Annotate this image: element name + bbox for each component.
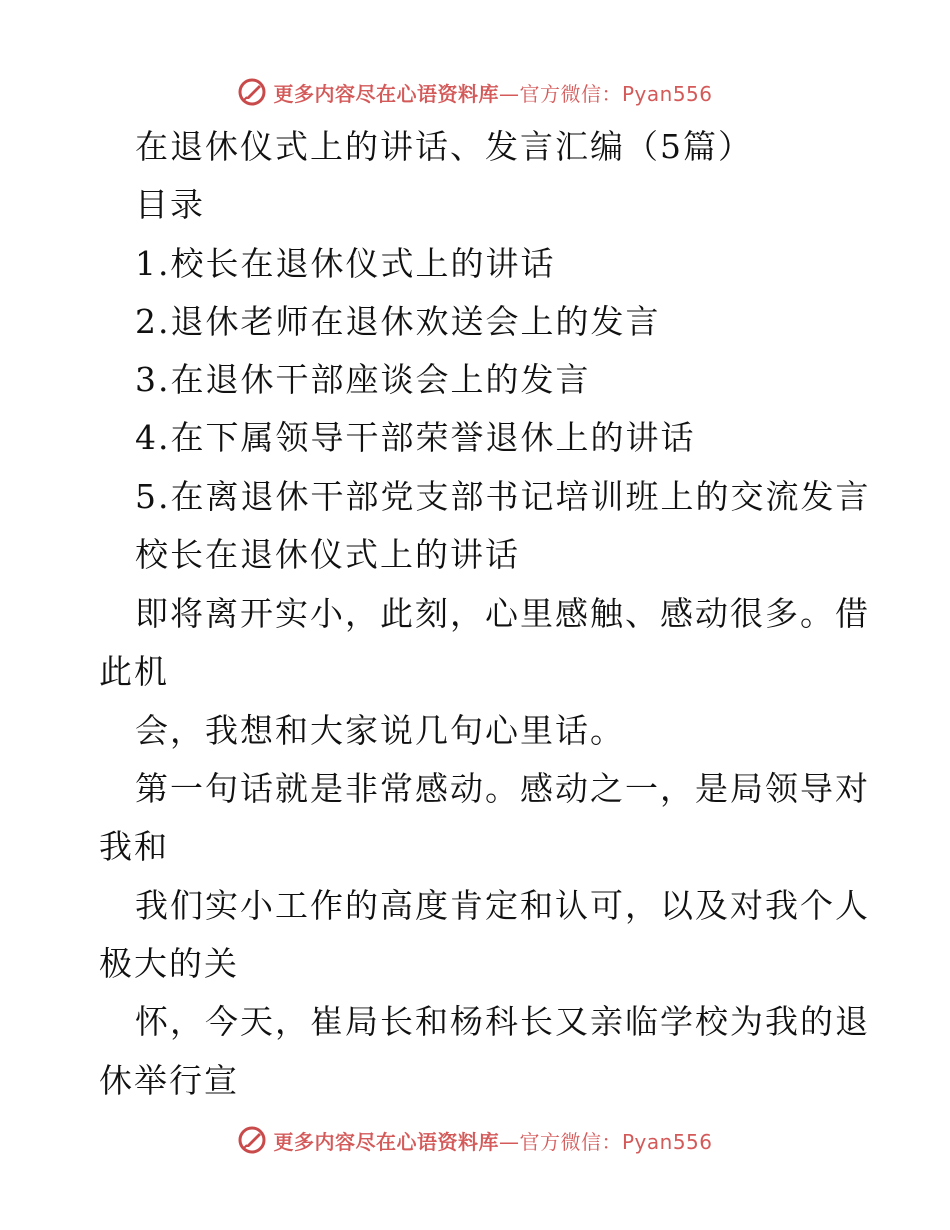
toc-item-1: 1.校长在退休仪式上的讲话 — [135, 244, 556, 283]
banner-text — [273, 1126, 712, 1155]
body-line-1: 即将离开实小，此刻，心里感触、感动很多。借 — [135, 594, 870, 633]
banner-main-text: 更多内容尽在心语资料库 — [273, 81, 499, 106]
body-line-5: 我和 — [99, 827, 169, 866]
body-line-3: 会，我想和大家说几句心里话。 — [135, 711, 625, 750]
body-line-6: 我们实小工作的高度肯定和认可，以及对我个人 — [135, 886, 870, 925]
toc-item-3: 3.在退休干部座谈会上的发言 — [135, 360, 591, 399]
quill-logo-icon — [237, 77, 267, 107]
toc-heading: 目录 — [135, 185, 205, 224]
body-line-2: 此机 — [99, 652, 169, 691]
banner-text — [273, 78, 712, 107]
document-title: 在退休仪式上的讲话、发言汇编（5篇） — [135, 127, 753, 166]
toc-item-5: 5.在离退休干部党支部书记培训班上的交流发言 — [135, 477, 871, 516]
toc-item-2: 2.退休老师在退休欢送会上的发言 — [135, 302, 661, 341]
body-line-4: 第一句话就是非常感动。感动之一，是局领导对 — [135, 769, 870, 808]
section-title: 校长在退休仪式上的讲话 — [135, 535, 520, 574]
banner-separator-text: —官方微信： — [498, 81, 622, 106]
body-line-8: 怀，今天，崔局长和杨科长又亲临学校为我的退 — [135, 1002, 870, 1041]
banner-main-text: 更多内容尽在心语资料库 — [273, 1129, 499, 1154]
quill-logo-icon — [237, 1125, 267, 1155]
banner-separator-text: —官方微信： — [498, 1129, 622, 1154]
toc-item-4: 4.在下属领导干部荣誉退休上的讲话 — [135, 418, 696, 457]
header-banner — [0, 72, 950, 112]
body-line-7: 极大的关 — [99, 944, 239, 983]
banner-wechat-id: Pyan556 — [621, 1129, 713, 1154]
body-line-9: 休举行宣 — [99, 1061, 239, 1100]
footer-banner — [0, 1120, 950, 1160]
banner-wechat-id: Pyan556 — [621, 81, 713, 106]
